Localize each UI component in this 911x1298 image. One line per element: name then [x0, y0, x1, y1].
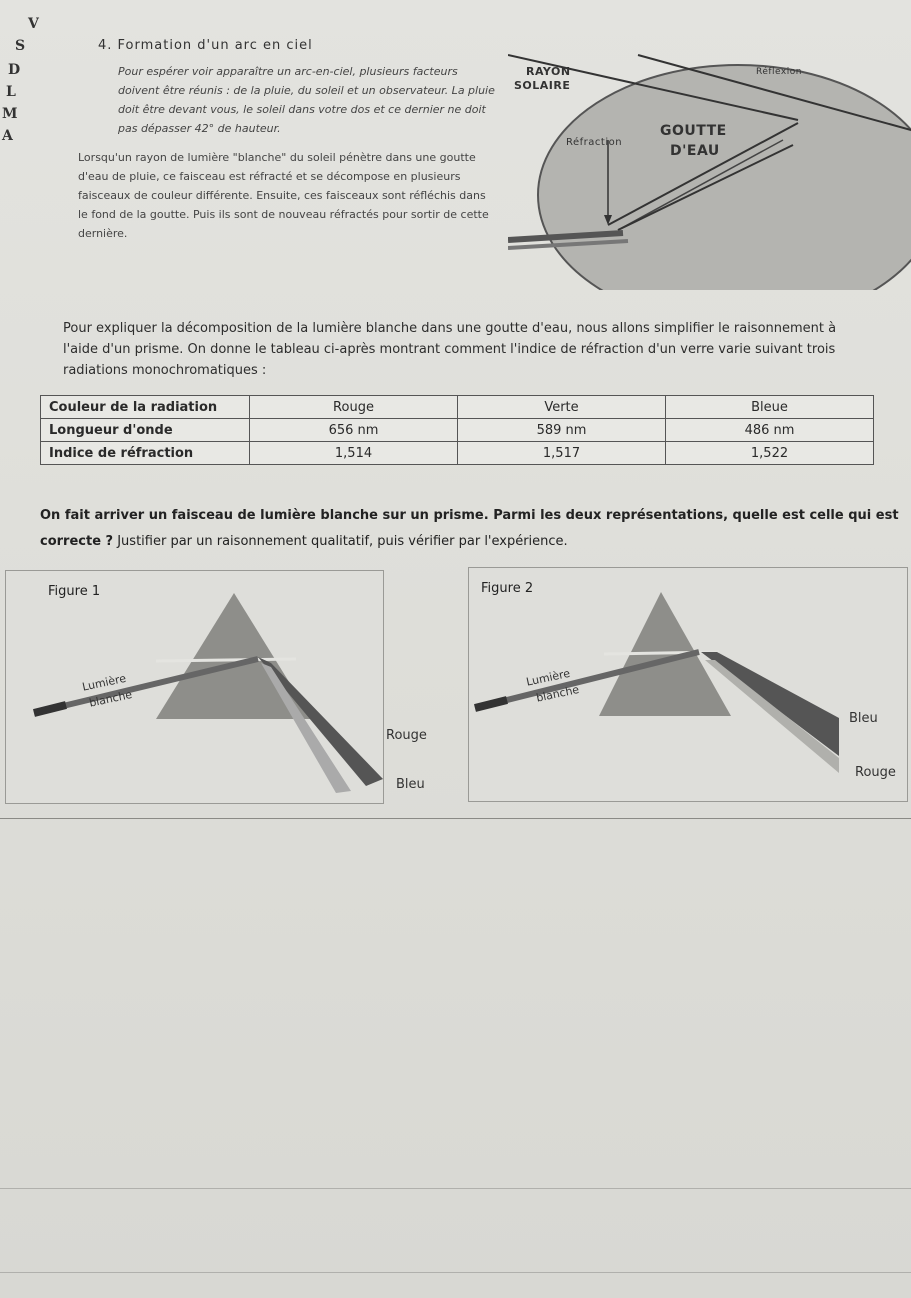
table-cell: 1,517: [458, 442, 666, 465]
question-text: [40, 503, 900, 555]
figure-2-light-label: Lumière: [525, 666, 572, 689]
margin-letter: V: [28, 16, 39, 32]
table-cell: 1,514: [250, 442, 458, 465]
table-row: [41, 442, 874, 465]
question-bold: On fait arriver un faisceau de lumière blanche sur un prisme. Parmi les deux représentations, quelle est celle qui est correcte ?: [40, 508, 899, 549]
figure-1-title: Figure 1: [48, 584, 101, 599]
figure-1-label-top: Rouge: [386, 728, 427, 743]
divider-line: [0, 818, 911, 819]
incident-beam-start: [34, 705, 66, 713]
table-cell: Rouge: [250, 396, 458, 419]
figure-2-title: Figure 2: [481, 581, 534, 596]
diagram-label-deau: D'EAU: [670, 143, 720, 159]
table-row: [41, 396, 874, 419]
figure-1-label-bottom: Bleu: [396, 777, 425, 792]
figure-2-label-top: Bleu: [849, 711, 878, 726]
incident-beam-start: [475, 700, 507, 708]
margin-letter: A: [2, 128, 13, 144]
divider-line: [0, 1188, 911, 1189]
figure-1-light-label: blanche: [88, 687, 134, 710]
intro-paragraph-refraction: Lorsqu'un rayon de lumière "blanche" du soleil pénètre dans une goutte d'eau de pluie, ce faisceau est réfracté et se décompose en plusieurs faisceaux de couleur différente. Ensuite, ces faisceaux sont réfléchis dans le fond de la goutte. Puis ils sont de nouveau réfractés pour sortir de cette dernière.: [78, 151, 489, 240]
margin-letter: M: [2, 106, 18, 122]
intro-paragraph-conditions: Pour espérer voir apparaître un arc-en-ciel, plusieurs facteurs doivent être réunis : de la pluie, du soleil et un observateur. La pluie doit être devant vous, le soleil dans votre dos et ce dernier ne doit pas dépasser 42° de hauteur.: [118, 65, 495, 135]
table-cell: 486 nm: [666, 419, 874, 442]
prism-gap: [156, 659, 296, 661]
section-title: 4. Formation d'un arc en ciel: [98, 38, 313, 53]
rain-drop-diagram: [508, 45, 911, 290]
table-row: [41, 419, 874, 442]
question-instruction: Justifier par un raisonnement qualitatif, puis vérifier par l'expérience.: [113, 534, 568, 549]
table-cell: 589 nm: [458, 419, 666, 442]
figure-2-panel: [468, 567, 908, 802]
divider-line: [0, 1272, 911, 1273]
diagram-label-reflexion: Réflexion: [756, 67, 802, 77]
figure-2-light-label: blanche: [535, 682, 581, 705]
table-cell: Verte: [458, 396, 666, 419]
row-header: Longueur d'onde: [41, 419, 250, 442]
dispersed-beam: [261, 663, 351, 793]
figure-1-light-label: Lumière: [81, 671, 128, 694]
row-header: Indice de réfraction: [41, 442, 250, 465]
margin-letter: D: [8, 62, 21, 78]
prism-explanation: Pour expliquer la décomposition de la lumière blanche dans une goutte d'eau, nous allons simplifier le raisonnement à l'aide d'un prisme. On donne le tableau ci-après montrant comment l'indice de réfraction d'un verre varie suivant trois radiations monochromatiques :: [63, 321, 837, 378]
margin-letter: L: [6, 84, 16, 100]
table-cell: 656 nm: [250, 419, 458, 442]
table-cell: 1,522: [666, 442, 874, 465]
figure-1-drawing: [6, 571, 383, 803]
diagram-label-rayon: RAYON: [526, 65, 571, 78]
diagram-label-solaire: SOLAIRE: [514, 79, 571, 92]
row-header: Couleur de la radiation: [41, 396, 250, 419]
diagram-label-goutte: GOUTTE: [660, 123, 727, 139]
figure-1-panel: [5, 570, 427, 804]
table-cell: Bleue: [666, 396, 874, 419]
margin-letter: S: [15, 38, 26, 54]
refraction-index-table: [40, 395, 874, 465]
diagram-label-refraction: Réfraction: [566, 137, 623, 148]
figure-2-label-bottom: Rouge: [855, 765, 896, 780]
